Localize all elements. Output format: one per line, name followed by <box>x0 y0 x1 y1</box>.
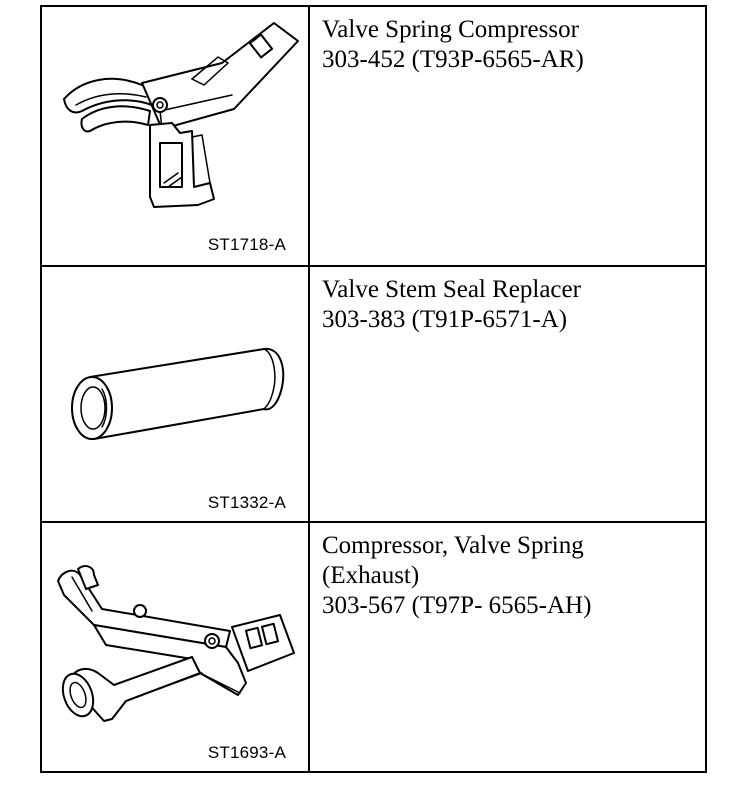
tool-name: Compressor, Valve Spring <box>322 532 584 559</box>
exhaust-valve-spring-compressor-illustration <box>42 523 308 771</box>
tool-description <box>322 531 697 621</box>
valve-spring-compressor-illustration <box>42 7 308 263</box>
tool-part-number: 303-452 (T93P-6565-AR) <box>322 46 584 73</box>
tool-part-number: 303-567 (T97P- 6565-AH) <box>322 592 592 619</box>
figure-code: ST1693-A <box>207 743 286 762</box>
table-row <box>42 265 705 523</box>
tool-illustration-cell <box>42 7 310 265</box>
valve-stem-seal-replacer-illustration <box>42 267 308 521</box>
table-row <box>42 521 705 773</box>
table-row <box>42 7 705 265</box>
tool-illustration-cell <box>42 523 310 773</box>
tool-description <box>322 275 697 335</box>
tool-name: Valve Stem Seal Replacer <box>322 276 581 303</box>
tool-part-number: 303-383 (T91P-6571-A) <box>322 306 568 333</box>
figure-code: ST1332-A <box>207 493 286 512</box>
tool-illustration-cell <box>42 267 310 523</box>
special-tools-table <box>40 5 707 773</box>
figure-code: ST1718-A <box>207 235 286 254</box>
tool-description <box>322 15 697 75</box>
tool-name-qualifier: (Exhaust) <box>322 562 420 589</box>
tool-name: Valve Spring Compressor <box>322 16 579 43</box>
